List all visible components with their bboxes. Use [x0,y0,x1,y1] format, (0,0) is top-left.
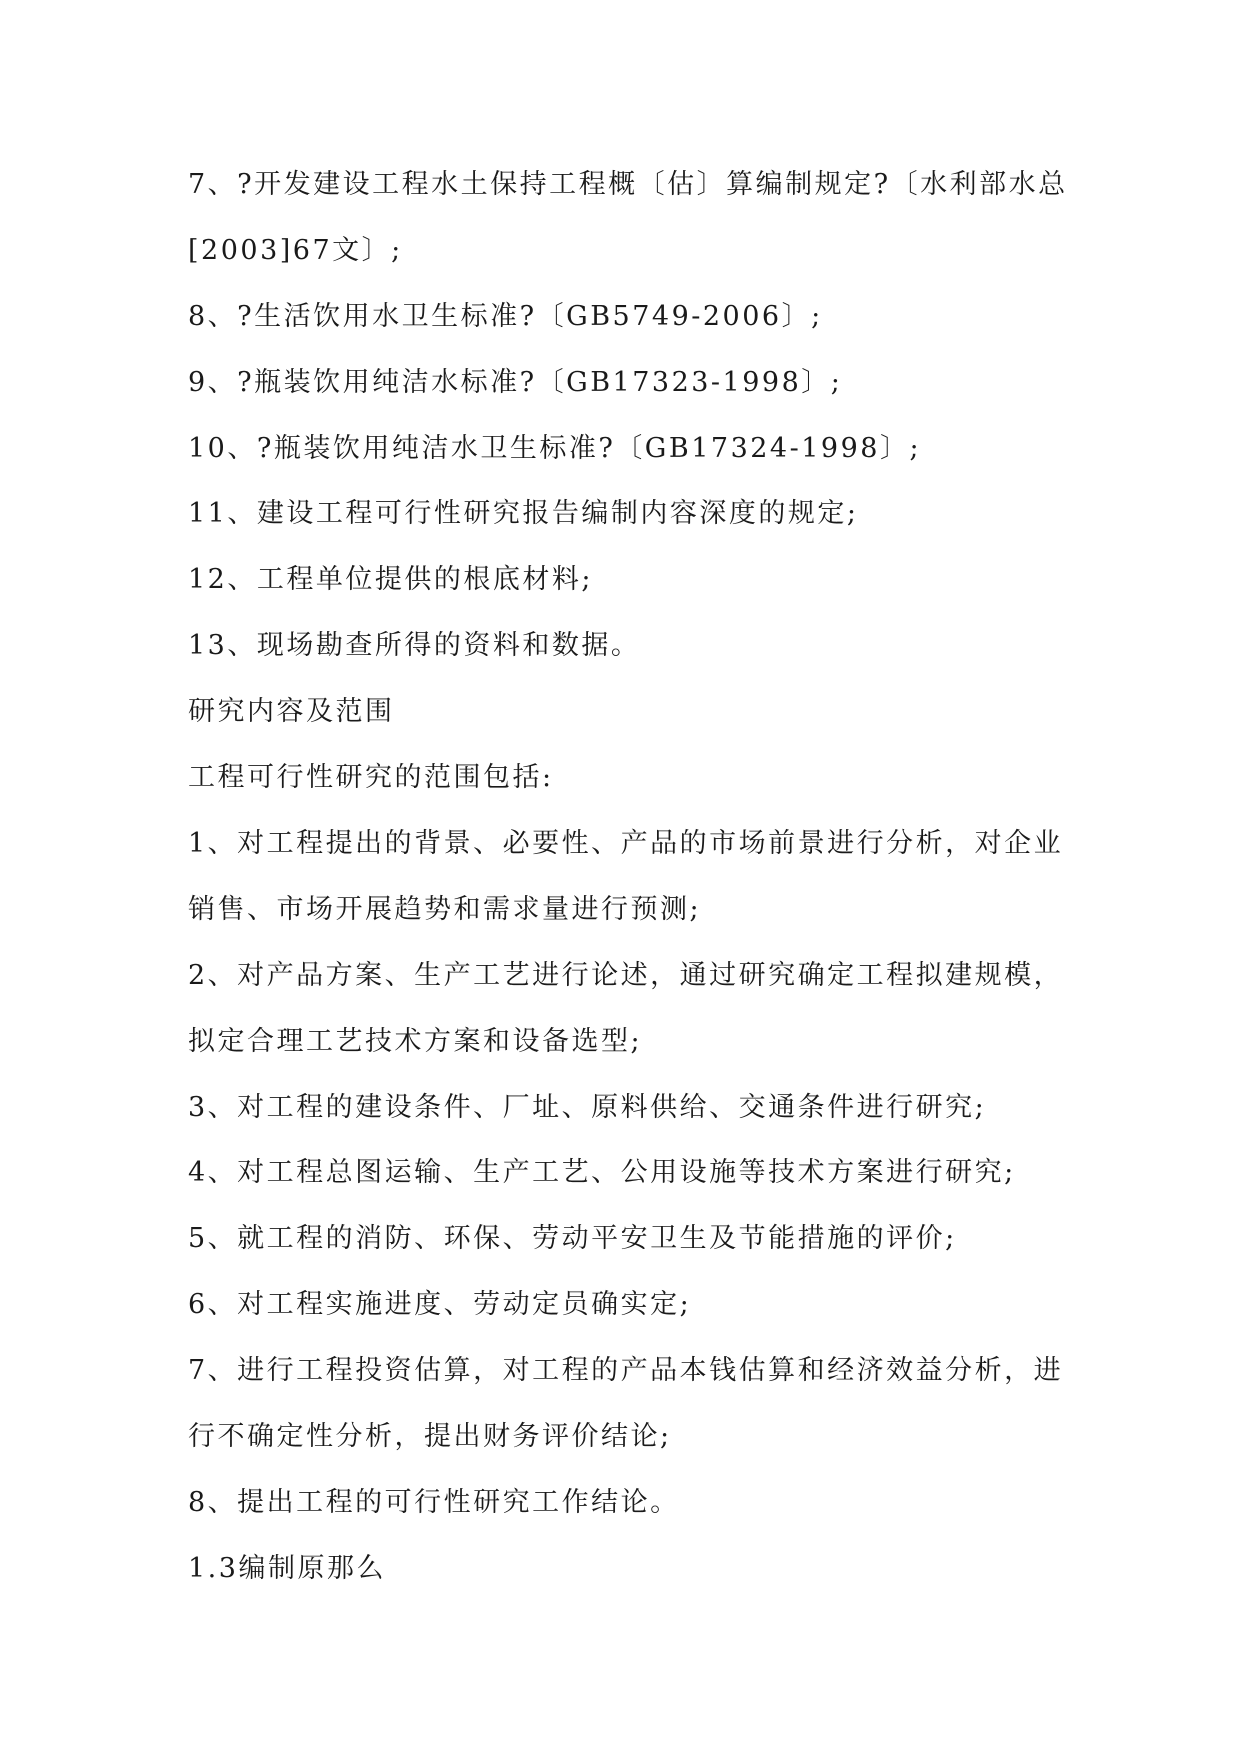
text-line: 13、现场勘查所得的资料和数据。 [188,630,641,661]
text-line: 8、?生活饮用水卫生标准?〔GB5749-2006〕; [188,301,823,332]
text-line: 4、对工程总图运输、生产工艺、公用设施等技术方案进行研究; [188,1157,1016,1188]
text-line: [2003]67文〕; [188,235,403,266]
text-line: 9、?瓶装饮用纯洁水标准?〔GB17323-1998〕; [188,367,843,398]
text-line: 1、对工程提出的背景、必要性、产品的市场前景进行分析，对企业 [188,828,1064,859]
text-line: 7、?开发建设工程水土保持工程概〔估〕算编制规定?〔水利部水总 [188,169,1068,200]
text-line: 6、对工程实施进度、劳动定员确实定; [188,1289,692,1320]
text-line: 7、进行工程投资估算，对工程的产品本钱估算和经济效益分析，进 [188,1355,1064,1386]
text-line: 销售、市场开展趋势和需求量进行预测; [188,894,702,925]
text-line: 工程可行性研究的范围包括: [188,762,554,793]
text-line: 12、工程单位提供的根底材料; [188,564,593,595]
text-line: 2、对产品方案、生产工艺进行论述，通过研究确定工程拟建规模， [188,960,1064,991]
section-heading: 研究内容及范围 [188,696,395,727]
text-line: 11、建设工程可行性研究报告编制内容深度的规定; [188,498,859,529]
text-line: 3、对工程的建设条件、厂址、原料供给、交通条件进行研究; [188,1092,987,1123]
text-line: 5、就工程的消防、环保、劳动平安卫生及节能措施的评价; [188,1223,957,1254]
text-line: 拟定合理工艺技术方案和设备选型; [188,1026,643,1057]
text-line: 行不确定性分析，提出财务评价结论; [188,1421,672,1452]
text-line: 8、提出工程的可行性研究工作结论。 [188,1487,680,1518]
text-line: 10、?瓶装饮用纯洁水卫生标准?〔GB17324-1998〕; [188,433,922,464]
section-heading: 1.3编制原那么 [188,1553,386,1584]
